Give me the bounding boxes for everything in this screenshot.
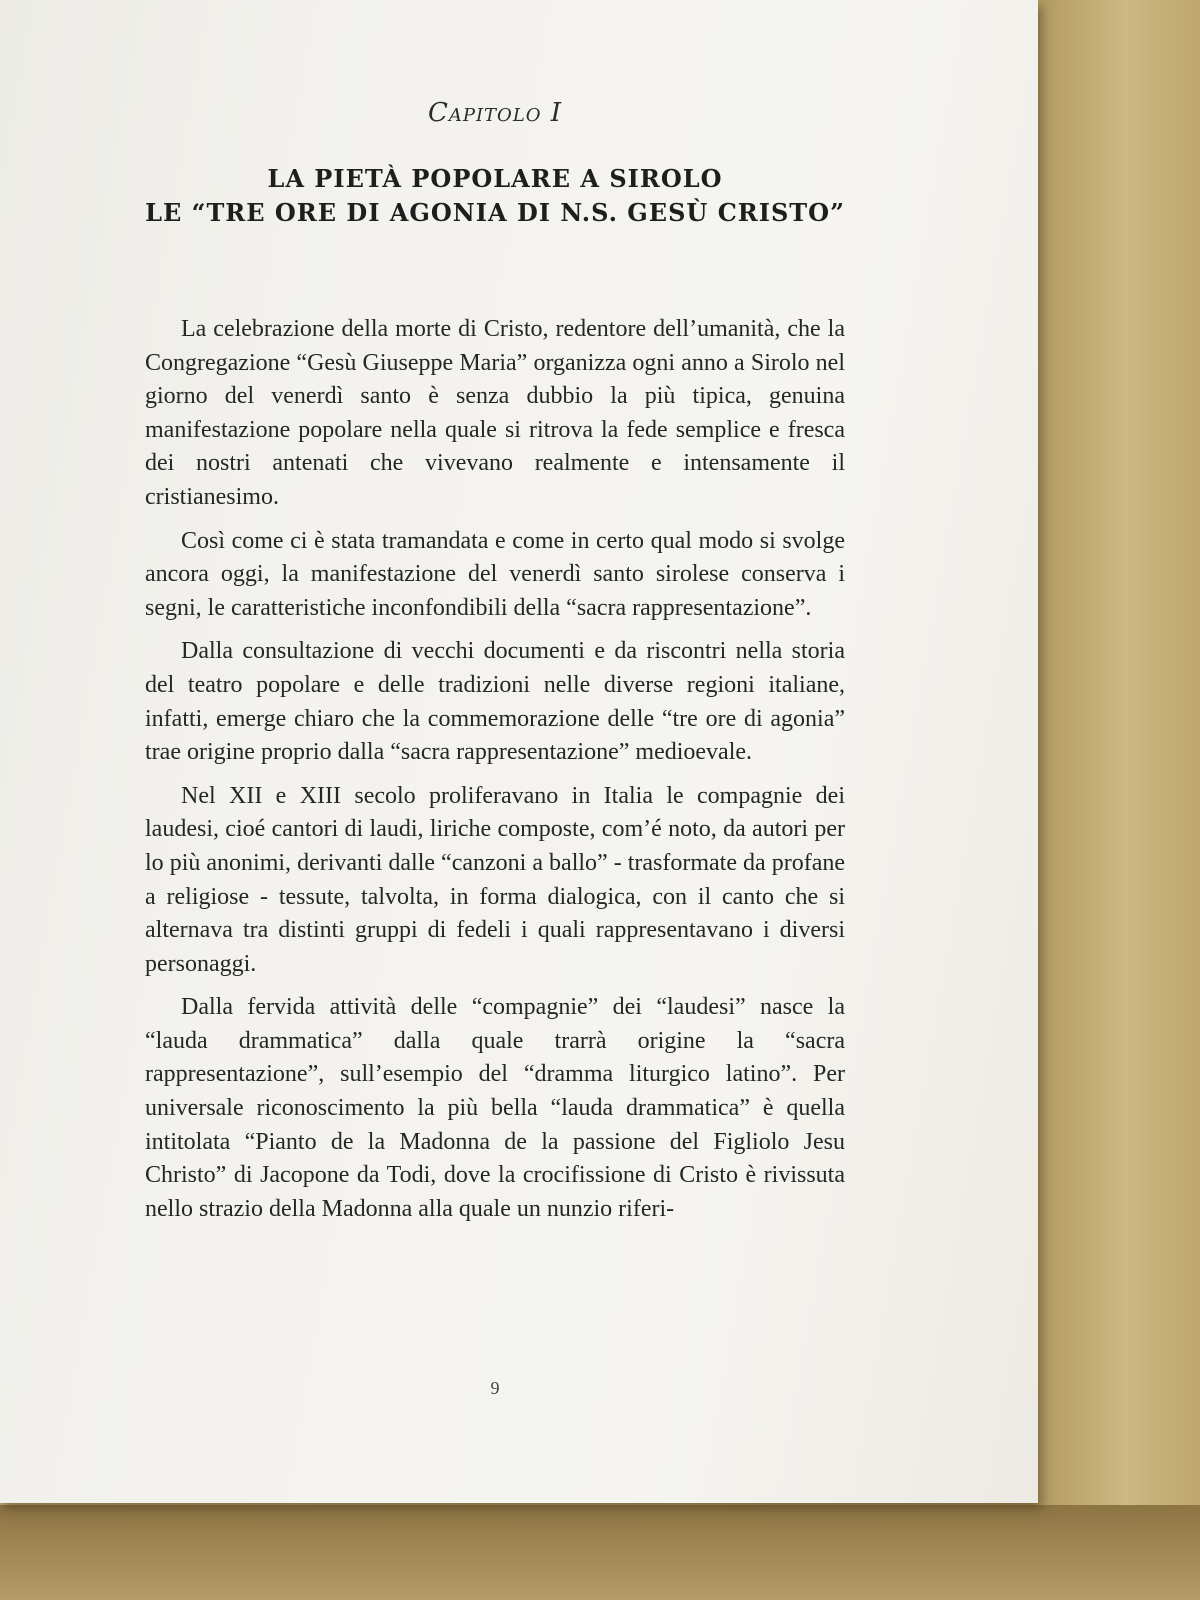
paragraph-2: Così come ci è stata tramandata e come in certo qual modo si svolge ancora oggi, la manifestazione del venerdì santo sirolese conserva i segni, le caratteristiche inconfondibili della “sacra rappresentazione”. [145, 527, 845, 621]
paragraph-5: Dalla fervida attività delle “compagnie” dei “laudesi” nasce la “lauda drammatica” dalla quale trarrà origine la “sacra rappresentazione”, sull’esempio del “dramma liturgico latino”. Per universale riconoscimento la più bella “lauda drammatica” è quella intitolata “Pianto de la Madonna de la passione del Figliolo Jesu Christo” di Jacopone da Todi, dove la crocifissione di Cristo è rivissuta nello strazio della Madonna alla quale un nunzio riferi- [145, 994, 845, 1222]
table-edge [0, 1505, 1200, 1600]
page-number: 9 [490, 1378, 500, 1398]
body-text [145, 313, 845, 1236]
paragraph-1: La celebrazione della morte di Cristo, redentore dell’umanità, che la Congregazione “Gesù Giuseppe Maria” organizza ogni anno a Sirolo nel giorno del venerdì santo è senza dubbio la più tipica, genuina manifestazione popolare nella quale si ritrova la fede semplice e fresca dei nostri antenati che vivevano realmente e intensamente il cristianesimo. [145, 316, 845, 510]
paragraph-4: Nel XII e XIII secolo proliferavano in Italia le compagnie dei laudesi, cioé cantori di laudi, liriche composte, com’é noto, da autori per lo più anonimi, derivanti dalle “canzoni a ballo” - trasformate da profane a religiose - tessute, talvolta, in forma dialogica, con il canto che si alternava tra distinti gruppi di fedeli i quali rappresentavano i diversi personaggi. [145, 782, 845, 977]
chapter-title-line-2: LE “TRE ORE DI AGONIA DI N.S. GESÙ CRISTO” [145, 198, 845, 227]
table-surface [1035, 0, 1200, 1600]
chapter-label: Capitolo I [427, 98, 563, 128]
paragraph-3: Dalla consultazione di vecchi documenti e da riscontri nella storia del teatro popolare e delle tradizioni nelle diverse regioni italiane, infatti, emerge chiaro che la commemorazione delle “tre ore di agonia” trae origine proprio dalla “sacra rappresentazione” medioevale. [145, 638, 845, 766]
chapter-title-line-1: LA PIETÀ POPOLARE A SIROLO [267, 164, 723, 193]
